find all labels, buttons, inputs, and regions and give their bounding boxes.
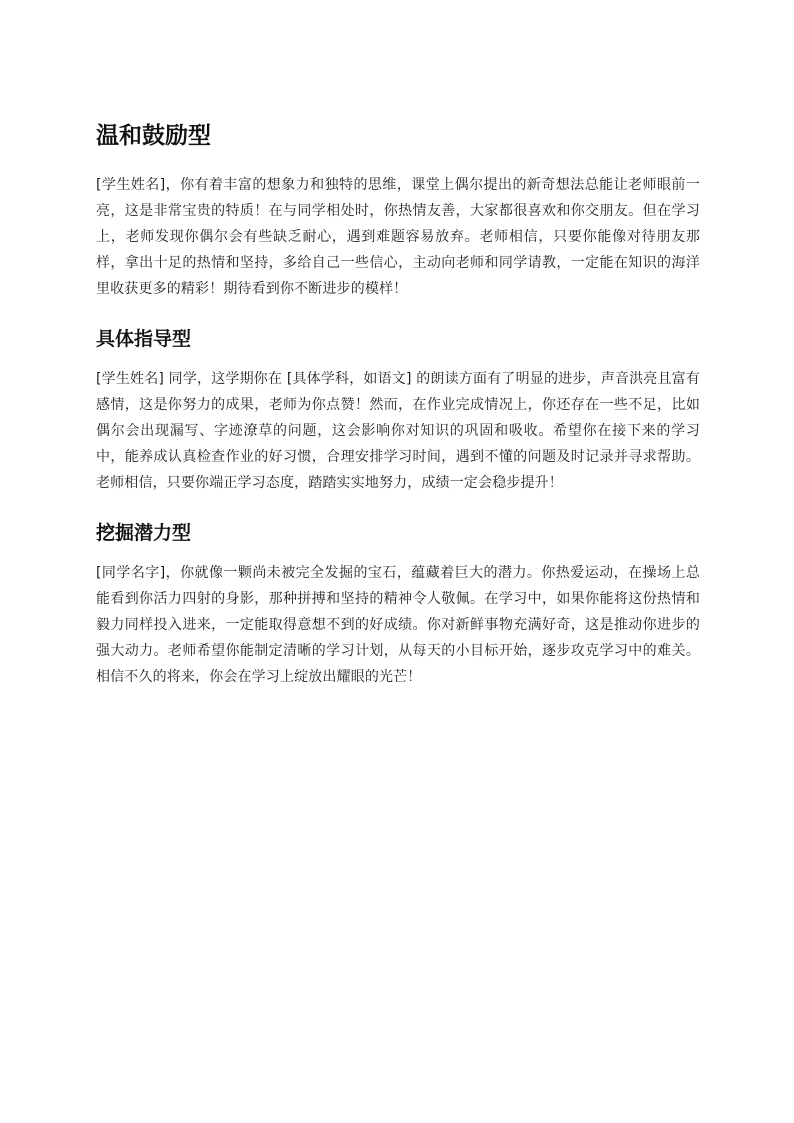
section-body: [学生姓名] 同学，这学期你在 [具体学科，如语文] 的朗读方面有了明显的进步，声音洪亮且富有感情，这是你努力的成果，老师为你点赞！然而，在作业完成情况上，你还存在一些不足，比如偶尔会出现漏写、字迹潦草的问题，这会影响你对知识的巩固和吸收。希望你在接下来的学习中，能养成认真检查作业的好习惯，合理安排学习时间，遇到不懂的问题及时记录并寻求帮助。老师相信，只要你端正学习态度，踏踏实实地努力，成绩一定会稳步提升！ [96,371,700,491]
section-potential-discovery [96,518,700,690]
section-gentle-encouragement [96,118,700,302]
section-specific-guidance [96,324,700,496]
section-title: 温和鼓励型 [96,123,211,149]
section-body: [同学名字]，你就像一颗尚未被完全发掘的宝石，蕴藏着巨大的潜力。你热爱运动，在操场上总能看到你活力四射的身影，那种拼搏和坚持的精神令人敬佩。在学习中，如果你能将这份热情和毅力同样投入进来，一定能取得意想不到的好成绩。你对新鲜事物充满好奇，这是推动你进步的强大动力。老师希望你能制定清晰的学习计划，从每天的小目标开始，逐步攻克学习中的难关。相信不久的将来，你会在学习上绽放出耀眼的光芒！ [96,565,700,685]
section-title: 具体指导型 [96,328,192,350]
section-title: 挖掘潜力型 [96,522,192,544]
document-page [96,118,700,690]
section-body: [学生姓名]，你有着丰富的想象力和独特的思维，课堂上偶尔提出的新奇想法总能让老师眼前一亮，这是非常宝贵的特质！在与同学相处时，你热情友善，大家都很喜欢和你交朋友。但在学习上，老师发现你偶尔会有些缺乏耐心，遇到难题容易放弃。老师相信，只要你能像对待朋友那样，拿出十足的热情和坚持，多给自己一些信心，主动向老师和同学请教，一定能在知识的海洋里收获更多的精彩！期待看到你不断进步的模样！ [96,177,700,297]
